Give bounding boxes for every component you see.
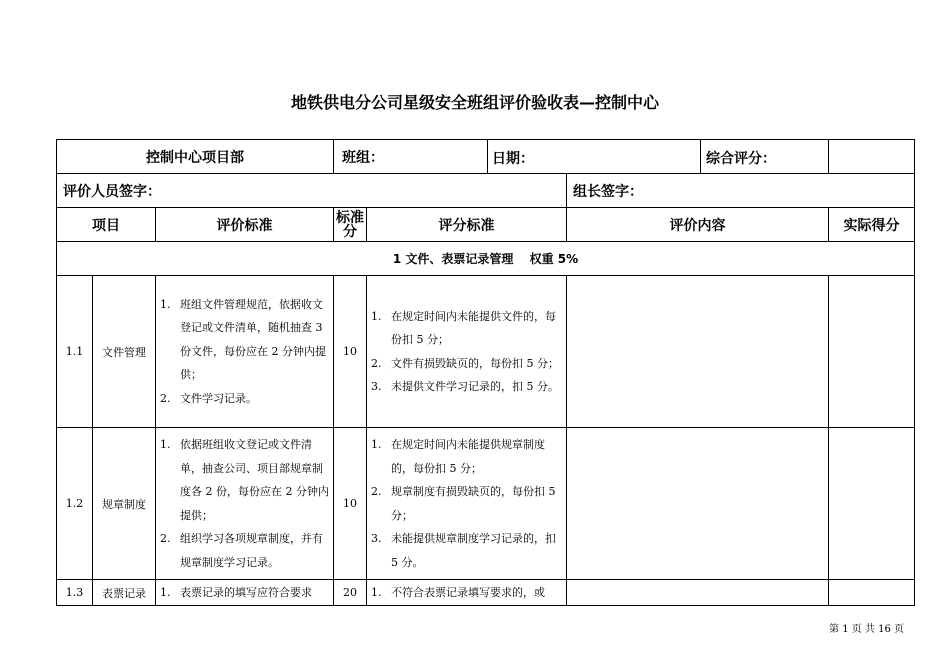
list-text: 表票记录的填写应符合要求 xyxy=(180,585,312,599)
scoring-list xyxy=(367,581,566,605)
list-text: 组织学习各项规章制度，并有规章制度学习记录。 xyxy=(180,532,323,569)
row-name: 规章制度 xyxy=(93,428,156,580)
list-text: 未提供文件学习记录的，扣 5 分。 xyxy=(391,380,559,393)
list-item xyxy=(156,387,333,411)
evaluation-table xyxy=(56,139,915,606)
row-score: 20 xyxy=(334,580,367,606)
list-item xyxy=(156,433,333,527)
list-num: 2. xyxy=(160,532,171,545)
list-num: 2. xyxy=(160,391,171,405)
row-number: 1.3 xyxy=(57,580,93,606)
row-criteria xyxy=(156,428,334,580)
list-num: 1. xyxy=(371,438,382,451)
list-num: 1. xyxy=(160,438,171,451)
col-item-label: 项目 xyxy=(92,217,120,234)
team-label: 班组： xyxy=(342,149,384,166)
list-text: 在规定时间内未能提供规章制度的，每份扣 5 分； xyxy=(391,438,545,475)
page-title: 地铁供电分公司星级安全班组评价验收表—控制中心 xyxy=(290,93,659,112)
row-scoring xyxy=(367,276,567,428)
list-num: 3. xyxy=(371,532,382,545)
row-criteria xyxy=(156,276,334,428)
list-item xyxy=(156,527,333,574)
evaluator-label: 评价人员签字： xyxy=(63,183,161,200)
header-divider xyxy=(487,139,488,173)
page-footer: 第 1 页 共 16 页 xyxy=(829,624,904,635)
list-text: 未能提供规章制度学习记录的，扣 5 分。 xyxy=(391,532,556,569)
row-content xyxy=(567,580,829,606)
list-item xyxy=(367,480,566,527)
col-std-score-line2: 分 xyxy=(343,223,357,240)
criteria-list xyxy=(156,581,333,605)
col-std-score-line1: 标准 xyxy=(336,209,364,226)
col-criteria-label: 评价标准 xyxy=(216,217,273,234)
col-std-score xyxy=(334,208,367,242)
dept-label: 控制中心项目部 xyxy=(146,149,244,166)
row-content xyxy=(567,428,829,580)
list-text: 依据班组收文登记或文件清单，抽查公司、项目部规章制度各 2 份，每份应在 2 分钟内提供； xyxy=(180,438,329,522)
row-number: 1.2 xyxy=(57,428,93,580)
list-text: 不符合表票记录填写要求的，或 xyxy=(391,585,545,599)
col-item xyxy=(57,208,156,242)
row-scoring xyxy=(367,580,567,606)
col-scoring-label: 评分标准 xyxy=(438,217,495,234)
col-actual xyxy=(829,208,915,242)
col-scoring xyxy=(367,208,567,242)
list-num: 1. xyxy=(160,585,171,599)
list-num: 3. xyxy=(371,380,382,393)
list-item xyxy=(367,305,566,352)
row-score: 10 xyxy=(334,276,367,428)
list-num: 2. xyxy=(371,485,382,498)
row-actual xyxy=(829,428,915,580)
list-item xyxy=(156,293,333,387)
list-text: 在规定时间内未能提供文件的，每份扣 5 分； xyxy=(391,309,556,346)
table-row xyxy=(57,276,915,428)
header-divider xyxy=(700,139,701,173)
row-actual xyxy=(829,276,915,428)
score-label: 综合评分： xyxy=(706,151,776,167)
row-name: 表票记录 xyxy=(93,580,156,606)
list-item xyxy=(367,527,566,574)
list-text: 文件有损毁缺页的，每份扣 5 分； xyxy=(391,356,559,370)
criteria-list xyxy=(156,293,333,411)
row-scoring xyxy=(367,428,567,580)
row-content xyxy=(567,276,829,428)
list-num: 1. xyxy=(160,297,171,311)
score-cell xyxy=(829,140,915,174)
dept-cell xyxy=(57,140,334,174)
table-row xyxy=(57,580,915,606)
list-item xyxy=(367,433,566,480)
list-item xyxy=(367,581,566,605)
list-text: 规章制度有损毁缺页的，每份扣 5 分； xyxy=(391,485,556,522)
col-criteria xyxy=(156,208,334,242)
list-item xyxy=(367,375,566,399)
criteria-list xyxy=(156,433,333,574)
list-text: 班组文件管理规范，依据收文登记或文件清单，随机抽查 3 份文件，每份应在 2 分钟内提供； xyxy=(180,297,326,382)
table-row xyxy=(57,428,915,580)
row-actual xyxy=(829,580,915,606)
list-item xyxy=(367,352,566,376)
list-item xyxy=(156,581,333,605)
list-num: 1. xyxy=(371,309,382,323)
row-score: 10 xyxy=(334,428,367,580)
section-heading: 1 文件、表票记录管理 权重 5% xyxy=(57,242,915,276)
col-actual-label: 实际得分 xyxy=(843,217,900,234)
list-num: 1. xyxy=(371,585,382,599)
evaluator-sign-cell xyxy=(57,174,567,208)
leader-sign-cell xyxy=(567,174,915,208)
scoring-list xyxy=(367,305,566,399)
row-criteria xyxy=(156,580,334,606)
col-content-label: 评价内容 xyxy=(669,217,726,234)
list-text: 文件学习记录。 xyxy=(180,391,257,405)
scoring-list xyxy=(367,433,566,574)
row-number: 1.1 xyxy=(57,276,93,428)
date-label: 日期： xyxy=(492,151,534,167)
row-name: 文件管理 xyxy=(93,276,156,428)
list-num: 2. xyxy=(371,356,382,370)
leader-label: 组长签字： xyxy=(573,183,643,200)
col-content xyxy=(567,208,829,242)
